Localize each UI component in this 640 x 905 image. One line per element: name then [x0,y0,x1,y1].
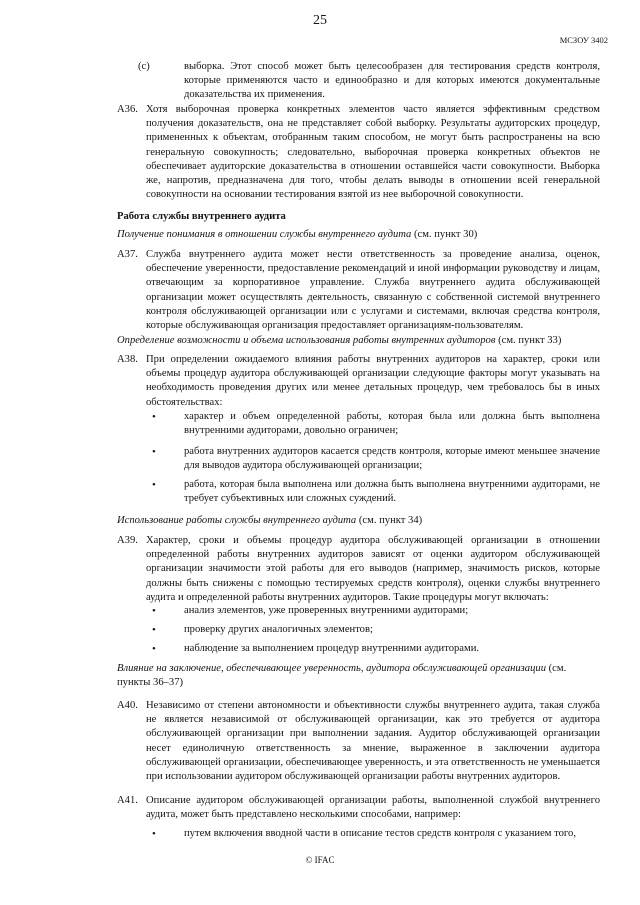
footer-copyright: © IFAC [305,855,335,865]
subheading-title: Влияние на заключение, обеспечивающее уверенность, аудитора обслуживающей организации [117,663,546,674]
paragraph-label: A38. [117,354,138,365]
subheading [117,228,477,242]
subheading-reference: (см. пункт 33) [498,335,562,346]
paragraph-label: (c) [138,61,150,72]
subheading [117,662,600,690]
paragraph-label: A41. [117,795,138,806]
bullet-icon: • [152,479,156,491]
paragraph-label: A36. [117,104,138,115]
paragraph-a40-text: Независимо от степени автономности и объективности службы внутреннего аудита, такая служба не является независимой от обслуживающей организации, как это требуется от аудитора обслуживающей организации при выполнении задания. Аудитор обслуживающей организации несет единоличную ответственность за мнение, выраженное в заключении аудитора обслуживающей организации, обеспечивающее уверенность, и эта ответственность не уменьшается при использовании аудитором обслуживающей организации работы внутренних аудиторов. [146,700,600,783]
paragraph-label: A39. [117,535,138,546]
subheading-title: Использование работы службы внутреннего аудита [117,515,357,526]
list-item: работа внутренних аудиторов касается средств контроля, которые имеют меньшее значение для выводов аудитора обслуживающей организации; [184,446,600,472]
subheading [117,334,561,348]
list-item: проверку других аналогичных элементов; [184,624,373,635]
paragraph-a41-text: Описание аудитором обслуживающей организации работы, выполненной службой внутреннего аудита, может быть представлено несколькими способами, например: [146,795,600,821]
subheading-reference: (см. пункты 36–37) [117,663,567,689]
section-heading: Работа службы внутреннего аудита [117,211,286,222]
page-number: 25 [313,13,327,28]
list-item: анализ элементов, уже проверенных внутренними аудиторами; [184,605,469,616]
paragraph-a36-text: Хотя выборочная проверка конкретных элементов часто является эффективным средством получения доказательств, она не представляет собой выборку. Результаты аудиторских процедур, примененных к объектам, отобранным таким способом, не могут быть распространены на всю генеральную совокупность; следовательно, выборочная проверка конкретных объектов не обеспечивает аудиторские доказательства в отношении оставшейся части совокупности. Выборка же, напротив, предназначена для того, чтобы делать выводы в отношении всей генеральной совокупности на основании тестирования взятой из нее выборочной совокупности. [146,104,600,201]
bullet-icon: • [152,605,156,617]
list-item: путем включения вводной части в описание тестов средств контроля с указанием того, [184,828,576,839]
subheading-title: Получение понимания в отношении службы внутреннего аудита [117,229,412,240]
list-item: характер и объем определенной работы, которая была или должна быть выполнена внутренними аудиторами, довольно ограничен; [184,411,600,437]
bullet-icon: • [152,643,156,655]
paragraph-c-text: выборка. Этот способ может быть целесообразен для тестирования средств контроля, которые применяются часто и единообразно и для которых имеются документальные доказательства их применения. [184,61,600,101]
bullet-icon: • [152,828,156,840]
bullet-icon: • [152,446,156,458]
list-item: наблюдение за выполнением процедур внутренними аудиторами. [184,643,480,654]
subheading-title: Определение возможности и объема использования работы внутренних аудиторов [117,335,496,346]
bullet-icon: • [152,411,156,423]
paragraph-a39-text: Характер, сроки и объемы процедур аудитора обслуживающей организации в отношении определенной работы внутренних аудиторов зависят от оценки аудитором обслуживающей организации значимости этой работы для его выводов (например, значимость рисков, которые должны быть снижены с помощью тестируемых средств контроля), оценки службы внутреннего аудита и определенной работы внутренних аудиторов. Такие процедуры могут включать: [146,535,600,603]
subheading [117,514,422,528]
paragraph-label: A37. [117,249,138,260]
subheading-reference: (см. пункт 30) [414,229,478,240]
paragraph-a37-text: Служба внутреннего аудита может нести ответственность за проведение анализа, оценок, обеспечение уверенности, предоставление рекомендаций и иной информации руководству и лицам, отвечающим за корпоративное управление. Служба внутреннего аудита обслуживающей организации может осуществлять деятельность, связанную с собственной системой внутреннего контроля обслуживающей организации или с услугами и системами, включая средства контроля, которые обслуживающая организация предоставляет организациям-пользователям. [146,249,600,332]
list-item: работа, которая была выполнена или должна быть выполнена внутренними аудиторами, не требует субъективных или сложных суждений. [184,479,600,505]
subheading-reference: (см. пункт 34) [358,515,423,526]
document-code: МСЗОУ 3402 [559,35,608,45]
bullet-icon: • [152,624,156,636]
paragraph-a38-text: При определении ожидаемого влияния работы внутренних аудиторов на характер, сроки или объемы процедур аудитора обслуживающей организации следующие факторы могут указывать на необходимость проведения других или менее детальных процедур, чем требовалось бы в иных обстоятельствах: [146,354,600,408]
paragraph-label: A40. [117,700,138,711]
